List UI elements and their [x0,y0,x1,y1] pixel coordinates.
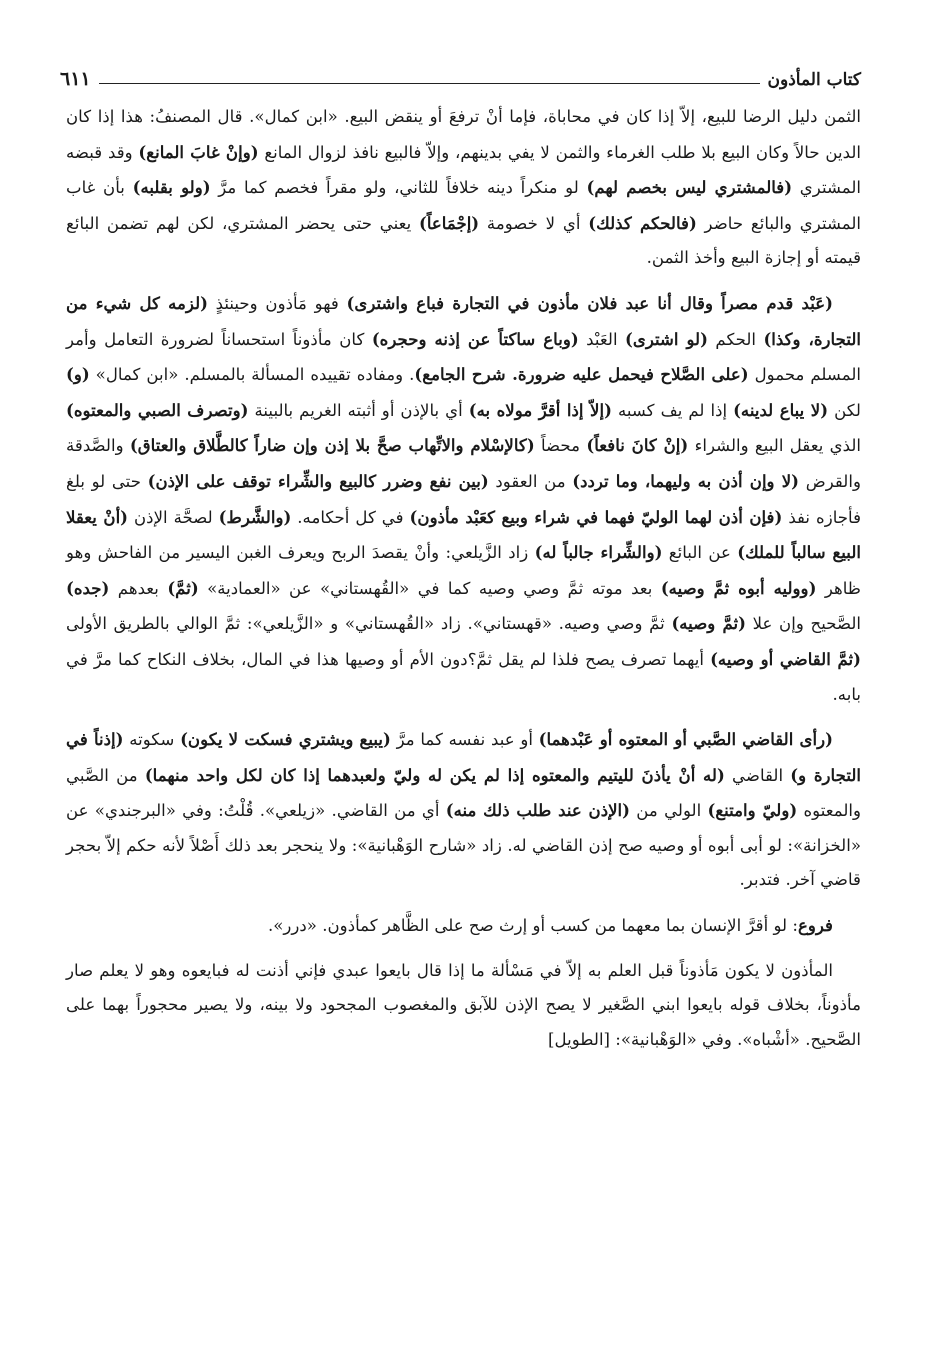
commentary-text: أو عبد نفسه كما مرَّ [390,730,539,750]
bold-matn-text: (كالإسْلام والاتِّهاب صحَّ بلا إذن وإن ضاراً كالطَّلاق والعتاق) [129,435,535,456]
commentary-text: إذا لم يف كسبه [611,400,734,420]
bold-matn-text: (وإنْ غابَ المانع) [138,141,259,162]
commentary-text: الولي من [630,801,708,821]
commentary-text: والصَّدقة والقرض [66,436,861,491]
bold-matn-text: (لا وإن أذن به وليهما، وما تردد) [572,470,800,491]
commentary-text: يعني حتى يحضر المشتري، لكن لهم تضمن البائع قيمته أو إجازة البيع وأخذ الثمن. [66,213,861,268]
bold-matn-text: (فالحكم كذلك) [588,212,697,233]
bold-matn-text: (فالمشتري ليس بخصم لهم) [586,177,793,198]
bold-matn-text: (أنْ يعقلا البيع سالباً للملك) [66,506,861,563]
commentary-text: لصحَّة الإذن [128,507,219,527]
commentary-text: الذي يعقل البيع والشراء [688,436,861,456]
commentary-text: . ومفاده تقييده المسألة بالمسلم. «ابن كمال» [89,365,415,385]
bold-matn-text: (لا يباع لدينه) [733,399,829,420]
commentary-text: حتى لو بلغ فأجازه نفذ [66,471,862,527]
bold-matn-text: (ثمَّ القاضي أو وصيه) [710,648,861,669]
page-number: ٦١١ [60,68,91,90]
bold-matn-text: (ثمَّ وصيه) [671,613,746,634]
bold-matn-text: (له أنْ يأذنَ لليتيم والمعتوه إذا لم يكن له وليّ ولعبدهما إذا كان لكل واحد منهما) [144,764,725,785]
bold-matn-text: (والشِّراء جالباً له) [534,542,663,563]
commentary-text: محضاً [534,436,587,456]
commentary-text: عن البائع [662,543,738,563]
commentary-text: لكن [828,400,861,420]
commentary-text: أي من القاضي. «زيلعي». قُلْتُ: وفي «البرجندي» عن «الخزانة»: لو أبى أبوه أو وصيه صح إذن القاضي له. زاد «شارح الوَهْبانية»: ولا ينحجر بعد ذلك أَصْلاً لأنه حكم إلاّ بحجر قاضي آخر. فتدبر. [66,801,861,890]
commentary-text: أي بالإذن أو أثبته الغريم بالبينة [248,400,469,420]
paragraph [66,286,861,712]
commentary-text: في كل أحكامه. [291,507,410,527]
commentary-text: القاضي [724,765,791,785]
commentary-text: بأن غاب المشتري والبائع حاضر [66,178,862,233]
header-rule [99,83,760,84]
paragraph [66,100,861,276]
bold-matn-text: (ولو بقلبه) [132,177,211,198]
paragraph [66,722,861,898]
paragraph [66,954,861,1058]
bold-matn-text: (وتصرف الصبي والمعتوه) [66,399,249,420]
paragraph [66,908,861,944]
commentary-text: أيهما تصرف يصح فلذا لم يقل ثمَّ؟دون الأم أو وصيها هذا في المال، بخلاف النكاح كما مرَّ في بابه. [66,649,861,704]
commentary-text: ثمَّ وصي وصيه. «قهستاني». زاد «القُهستاني» و «الزَّيلعي»: ثمَّ الوالي بالطريق الأولى [66,614,672,634]
commentary-text: وقد قبضه المشتري [66,142,862,198]
commentary-text: فهو مَأذون وحينئذٍ [207,293,347,313]
commentary-text: من العقود [488,471,573,491]
commentary-text: بعد موته ثمَّ وصي وصيه كما في «القُهستاني» عن «العمادية» [198,578,661,598]
chapter-title: كتاب المأذون [767,70,861,90]
commentary-text: من الصَّبي والمعتوه [66,765,862,821]
bold-matn-text: (الإذن عند طلب ذلك منه) [445,800,631,821]
bold-matn-text: (وباع ساكتاً عن إذنه وحجره) [371,328,579,349]
bold-matn-text: (إجْمَاعاً) [418,212,480,233]
bold-matn-text: (لو اشترى) [625,328,708,349]
commentary-text: الصَّحيح وإن علا [745,614,861,634]
bold-matn-text: (على الصَّلاح فيحمل عليه ضرورة. شرح الجامع) [414,364,749,385]
bold-matn-text: (إلاّ إذا أقرَّ مولاه به) [468,399,612,420]
commentary-text: كان مأذوناً استحساناً لضرورة التعامل وأمر المسلم محمول [66,329,861,385]
commentary-text: لو منكراً دينه خلافاً للثاني، ولو مقراً فخصم كما مرَّ [210,178,587,198]
bold-matn-text: (رأى القاضي الصَّبي أو المعتوه أو عَبْدهما) [538,729,833,750]
commentary-text: العَبْد [578,329,626,349]
commentary-text: الحكم [707,329,764,349]
commentary-text: زاد الزَّيلعي: وأنْ يقصدَ الربح ويعرف الغبن اليسير من الفاحش وهو ظاهر [66,543,861,598]
bold-matn-text: (جده) [66,577,110,598]
bold-matn-text: (لزمه كل شيء من التجارة، وكذا) [66,292,861,349]
bold-matn-text: فروع [797,915,833,936]
bold-matn-text: (بين نفع وضرر كالبيع والشِّراء توقف على الإذن) [147,470,489,491]
commentary-text: سكوته [123,730,181,750]
commentary-text: أي لا خصومة [479,213,589,233]
bold-matn-text: (والشَّرط) [218,506,292,527]
commentary-text: الثمن دليل الرضا للبيع، إلاّ إذا كان في محاباة، فإما أنْ ترفعَ أو ينقض البيع. «ابن كمال». قال المصنفُ: هذا إذا كان الدين حالاً وكان البيع بلا طلب الغرماء والثمن لا يفي بدينهم، وإلاّ فالبيع نافذ لزوال المانع [66,107,862,162]
bold-matn-text: (عَبْد قدم مصراً وقال أنا عبد فلان مأذون في التجارة فباع واشترى) [346,292,833,313]
bold-matn-text: (ووليه أبوه ثمَّ وصيه) [660,577,817,598]
bold-matn-text: (و) [66,364,90,385]
commentary-text: بعدهم [109,578,168,598]
bold-matn-text: (فإن أذن لهما الوليّ فهما في شراء وبيع كعَبْد مأذون) [409,506,783,527]
commentary-text: المأذون لا يكون مَأذوناً قبل العلم به إلاّ في مَسْألة ما إذا قال بايعوا عبدي فإني أذنت له فبايعوه وهو لا يعلم صار مأذوناً، بخلاف قوله بايعوا ابني الصَّغير لا يصح الإذن للآبق والمغصوب المجحود ولا بينه، ولا يصير محجوراً بهما على الصَّحيح. «أشْباه». وفي «الوَهْبانية»: [الطويل] [66,960,861,1049]
bold-matn-text: (ثمَّ) [167,577,199,598]
bold-matn-text: (إنْ كانَ نافعاً) [586,435,689,456]
running-header [60,60,861,90]
commentary-text: : لو أقرَّ الإنسان بما معهما من كسب أو إرث صح على الظَّاهر كمأذون. «درر». [267,916,798,936]
bold-matn-text: (وليّ وامتنع) [707,800,798,821]
bold-matn-text: (يبيع ويشتري فسكت لا يكون) [180,729,391,750]
page-body [66,100,861,1067]
bold-matn-text: (إذناً في التجارة و) [66,729,861,785]
